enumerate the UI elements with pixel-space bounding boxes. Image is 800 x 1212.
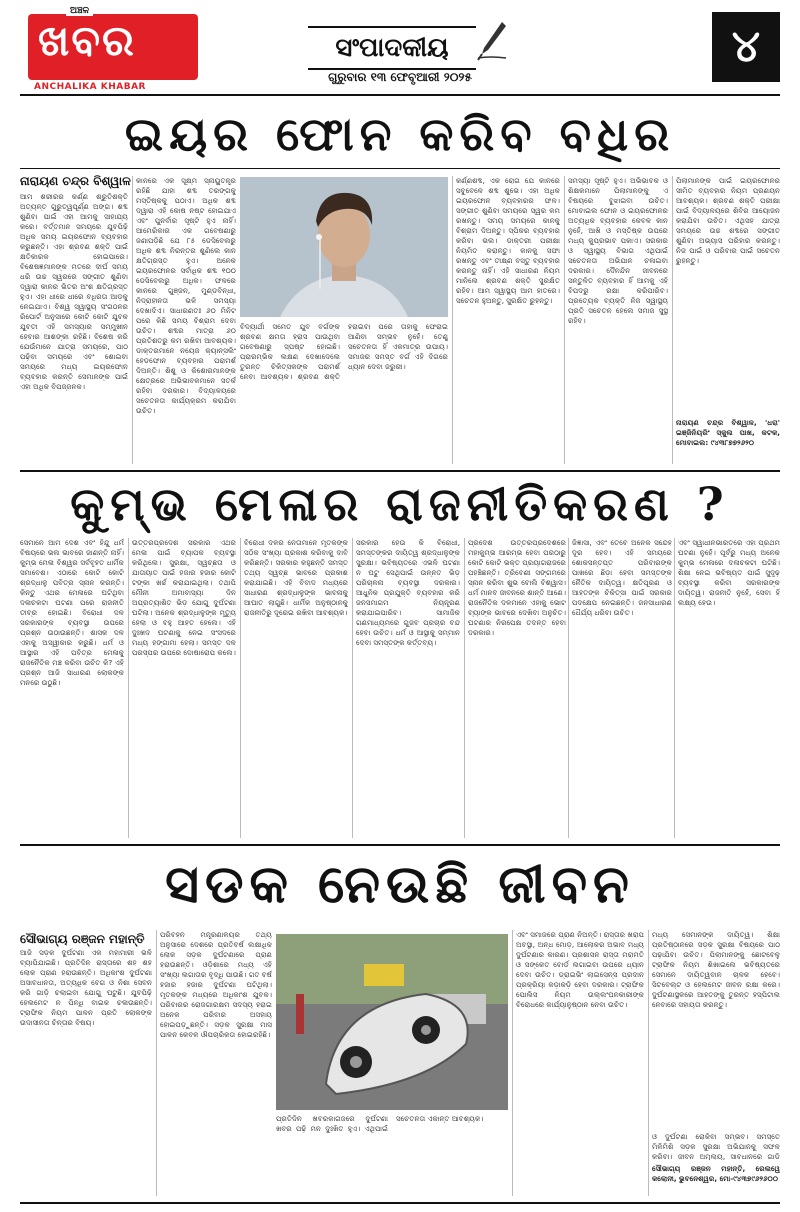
page-bottom-rule <box>20 1202 780 1204</box>
masthead <box>0 0 800 92</box>
overturned-car-photo <box>276 934 508 1110</box>
article-1-column-2: କାନରେ ଏକ ସୂକ୍ଷ୍ମ ସ୍ନାୟୁତନ୍ତ୍ର ରହିଛି ଯାହା ଶବ୍ଦ ତରଙ୍ଗକୁ ମସ୍ତିଷ୍କକୁ ପଠାଏ। ଅଧିକ ଶବ୍ଦ ଦ୍ୱାରା ଏହି କୋଷ ନଷ୍ଟ ହୋଇଯାଏ ଏବଂ ପୁନର୍ବାର ସୃଷ୍ଟି ହୁଏ ନାହିଁ। ଆମେରିକାର ଏକ ଗବେଷଣାରୁ ଜଣାପଡ଼ିଛି ଯେ ୮୫ ଡେସିବେଲରୁ ଅଧିକ ଶବ୍ଦ ନିରନ୍ତର ଶୁଣିଲେ କାନ କ୍ଷତିଗ୍ରସ୍ତ ହୁଏ। ଅନେକ ଇୟରଫୋନର ସର୍ବାଧିକ ଶବ୍ଦ ୧୦୦ ଡେସିବେଲରୁ ଅଧିକ। ଫଳରେ କାନରେ ଗୁଞ୍ଜନ, ମୁଣ୍ଡବିନ୍ଧା, ନିଦ୍ରାହୀନତା ଭଳି ସମସ୍ୟା ଦେଖାଦିଏ। ସାଧାରଣତଃ ୬୦ ମିନିଟ ପରେ କିଛି ସମୟ ବିଶ୍ରାମ ଦେବା ଉଚିତ। ଶବ୍ଦର ମାତ୍ରା ୬୦ ପ୍ରତିଶତରୁ କମ ରଖିବା ଆବଶ୍ୟକ। ଡାକ୍ତରମାନେ ନୟେଜ କ୍ୟାନ୍ସଲିଂ ହେଡଫୋନ ବ୍ୟବହାର ପରାମର୍ଶ ଦିଅନ୍ତି। ଶିଶୁ ଓ କିଶୋରମାନଙ୍କ କ୍ଷେତ୍ରରେ ଅଭିଭାବକମାନେ ସତର୍କ ରହିବା ଦରକାର। ବିଦ୍ୟାଳୟରେ ସଚେତନତା କାର୍ଯ୍ୟକ୍ରମ କରାଯିବା ଉଚିତ। <box>136 176 236 415</box>
column-divider <box>452 176 453 464</box>
article-1-column-6: ପିଲାମାନଙ୍କ ପାଇଁ ଇୟରଫୋନର ସୀମିତ ବ୍ୟବହାର ନିୟମ ପ୍ରଣୟନ ଆବଶ୍ୟକ। ଶ୍ରବଣ ଶକ୍ତି ପରୀକ୍ଷା ପାଇଁ ବିଦ୍ୟାଳୟରେ ଶିବିର ଆୟୋଜନ କରାଯିବା ଉଚିତ। ଏଥିସହ ଯାତ୍ରା ସମୟରେ ଉଚ୍ଚ ଶବ୍ଦରେ ସଙ୍ଗୀତ ଶୁଣିବା ଅଭ୍ୟାସ ପରିହାର କରନ୍ତୁ। ନିଜ ପାଇଁ ଓ ପରିବାର ପାଇଁ ସଚେତନ ରୁହନ୍ତୁ। <box>676 176 780 265</box>
logo-tagline: ଅଞ୍ଚଳ <box>66 6 93 16</box>
article-3-column-6: ଓ ଦୁର୍ଘଟଣା ରୋକିବା ସମ୍ଭବ। ସମସ୍ତେ ମିଳିମିଶି ସଡ଼କ ସୁରକ୍ଷା ଅଭିଯାନକୁ ସଫଳ କରିବା। ଜୀବନ ଅମୂଲ୍ୟ, ସାବଧାନରେ ଗାଡ଼ି <box>652 1132 780 1160</box>
photo-illustration <box>276 934 508 1110</box>
article-divider <box>20 844 780 846</box>
pen-nib-icon <box>476 20 508 62</box>
article-1-byline: ନାରାୟଣ ଚନ୍ଦ୍ର ବିଶ୍ୱାଳ <box>20 174 131 188</box>
article-1-headline: ଇୟର ଫୋନ କରିବ ବଧିର <box>124 107 676 161</box>
column-divider <box>672 176 673 464</box>
column-divider <box>240 538 241 838</box>
article-1-column-5: ସମସ୍ୟା ସୃଷ୍ଟି ହୁଏ। ଅଭିଭାବକ ଓ ଶିକ୍ଷକମାନେ ପିଲାମାନଙ୍କୁ ଏ ବିଷୟରେ ବୁଝାଇବା ଉଚିତ। ମୋବାଇଲ ଫୋନ ଓ ଇୟରଫୋନର ଅତ୍ୟଧିକ ବ୍ୟବହାର କେବଳ କାନ ନୁହେଁ, ଆଖି ଓ ମସ୍ତିଷ୍କ ଉପରେ ମଧ୍ୟ କୁପ୍ରଭାବ ପକାଏ। ସରକାର ଓ ସ୍ୱାସ୍ଥ୍ୟ ବିଭାଗ ଏଥିପାଇଁ ସଚେତନତା ଅଭିଯାନ ଚଳାଇବା ଦରକାର। ଦୈନନ୍ଦିନ ଜୀବନରେ ସନ୍ତୁଳିତ ବ୍ୟବହାର ହିଁ ଆମକୁ ଏହି ବିପଦରୁ ରକ୍ଷା କରିପାରିବ। ପ୍ରତ୍ୟେକ ବ୍ୟକ୍ତି ନିଜ ସ୍ୱାସ୍ଥ୍ୟ ପ୍ରତି ସଚେତନ ହେଲେ ସମାଜ ସୁସ୍ଥ ରହିବ। <box>568 176 668 325</box>
article-1-column-4: କର୍ଣ୍ଣଶବ୍ଦ, ଏକ ରୋଗ ଯେ କାନରେ ସବୁବେଳେ ଶବ୍ଦ ଶୁଭେ। ଏହା ଅଧିକ ଇୟରଫୋନ ବ୍ୟବହାରର ଫଳ। ସଙ୍ଗୀତ ଶୁଣିବା ସମୟରେ ସ୍ୱର କମ ରଖନ୍ତୁ। ସମୟ ସମୟରେ କାନକୁ ବିଶ୍ରାମ ଦିଅନ୍ତୁ। ସ୍ପିକର ବ୍ୟବହାର କରିବା ଭଲ। ଡାକ୍ତରୀ ପରୀକ୍ଷା ନିୟମିତ କରାନ୍ତୁ। କାନକୁ ସଫା ରଖନ୍ତୁ ଏବଂ ତୀକ୍ଷ୍ଣ ବସ୍ତୁ ବ୍ୟବହାର କରନ୍ତୁ ନାହିଁ। ଏହି ସାଧାରଣ ନିୟମ ମାନିଲେ ଶ୍ରବଣ ଶକ୍ତି ସୁରକ୍ଷିତ ରହିବ। ଆମ ସ୍ୱାସ୍ଥ୍ୟ ଆମ ହାତରେ। ସଚେତନ ହୁଅନ୍ତୁ, ସୁରକ୍ଷିତ ରୁହନ୍ତୁ। <box>456 176 560 305</box>
article-1-column-1: ଆମ ଶରୀରର କର୍ଣ୍ଣ ଶ୍ରୁତିଶକ୍ତି ଅତ୍ୟନ୍ତ ଗୁରୁତ୍ୱପୂର୍ଣ୍ଣ ଅଙ୍ଗ। ଶବ୍ଦ ଶୁଣିବା ପାଇଁ ଏହା ଆମକୁ ସାହାଯ୍ୟ କରେ। ବର୍ତ୍ତମାନ ସମୟରେ ଯୁବପିଢ଼ି ଅଧିକ ସମୟ ଇୟରଫୋନ ବ୍ୟବହାର କରୁଛନ୍ତି। ଏହା ଶ୍ରବଣ ଶକ୍ତି ପାଇଁ କ୍ଷତିକାରକ ହୋଇପାରେ। ବିଶେଷଜ୍ଞମାନଙ୍କ ମତରେ ଦୀର୍ଘ ସମୟ ଧରି ଉଚ୍ଚ ସ୍ୱରରେ ସଙ୍ଗୀତ ଶୁଣିବା ଦ୍ୱାରା କାନର ଭିତର ଅଂଶ କ୍ଷତିଗ୍ରସ୍ତ ହୁଏ। ଏହା ଧୀରେ ଧୀରେ ବଧିରତା ଆଡ଼କୁ ନେଇଯାଏ। ବିଶ୍ୱ ସ୍ୱାସ୍ଥ୍ୟ ସଂଗଠନର ରିପୋର୍ଟ ଅନୁସାରେ କୋଟି କୋଟି ଯୁବକ ଯୁବତୀ ଏହି ସମସ୍ୟାର ସମ୍ମୁଖୀନ ହେବାର ଆଶଙ୍କା ରହିଛି। ବିଶେଷ କରି ଯେଉଁମାନେ ଯାତ୍ରା ସମୟରେ, ପାଠ ପଢ଼ିବା ସମୟରେ ଏବଂ ଶୋଇବା ସମୟରେ ମଧ୍ୟ ଇୟରଫୋନ ବ୍ୟବହାର କରନ୍ତି ସେମାନଙ୍କ ପାଇଁ ଏହା ଅଧିକ ବିପଜ୍ଜନକ। <box>20 192 128 391</box>
section-title: ସଂପାଦକୀୟ <box>308 26 476 70</box>
article-3-author-address: ସୌଭାଗ୍ୟ ରଞ୍ଜନ ମହାନ୍ତି, ରେଲୱେ କଲୋନୀ, ଭୁବନେଶ୍ୱର, ମୋ-୯୪୩୭୯୬୨୬୦୦ <box>652 1164 780 1183</box>
photo-illustration <box>240 177 448 317</box>
column-divider <box>464 538 465 838</box>
article-3-column-1: ଆଜି ସଡ଼କ ଦୁର୍ଘଟଣା ଏକ ମହାମାରୀ ଭଳି ବ୍ୟାପିଯାଇଛି। ପ୍ରତିଦିନ ରାସ୍ତାରେ ଶହ ଶହ ଲୋକ ପ୍ରାଣ ହରାଉଛନ୍ତି। ଅଧିକାଂଶ ଦୁର୍ଘଟଣା ଅସାବଧାନତା, ଅତ୍ୟଧିକ ବେଗ ଓ ନିଶା ସେବନ କରି ଗାଡ଼ି ଚଲାଇବା ଯୋଗୁ ଘଟୁଛି। ଯୁବପିଢ଼ି ହେଲମେଟ ନ ପିନ୍ଧି ବାଇକ ଚଳାଉଛନ୍ତି। ଟ୍ରାଫିକ ନିୟମ ପାଳନ ପ୍ରତି ଲୋକଙ୍କ ଉଦାସୀନତା ଚିନ୍ତାର ବିଷୟ। <box>20 948 152 1027</box>
article-3-column-5: ମଧ୍ୟ ସେମାନଙ୍କ ଦାୟିତ୍ୱ। ଶିକ୍ଷା ପ୍ରତିଷ୍ଠାନରେ ସଡ଼କ ସୁରକ୍ଷା ବିଷୟରେ ପାଠ ପଢ଼ାଯିବା ଉଚିତ। ପିଲାମାନଙ୍କୁ ଛୋଟବେଳୁ ଟ୍ରାଫିକ ନିୟମ ଶିଖାଇଲେ ଭବିଷ୍ୟତରେ ସେମାନେ ଦାୟିତ୍ୱବାନ ଚାଳକ ହେବେ। ସିଟବେଲ୍ଟ ଓ ହେଲମେଟ ଜୀବନ ରକ୍ଷା କରେ। ଦୁର୍ଘଟଣାସ୍ଥଳରେ ଆହତଙ୍କୁ ତୁରନ୍ତ ହସ୍ପିଟାଲ ନେବାରେ ସହାୟତା କରନ୍ତୁ। <box>652 930 780 1009</box>
column-divider <box>132 176 133 464</box>
article-3-column-3: ପ୍ରତିଦିନ ଖବରକାଗଜରେ ଦୁର୍ଘଟଣା ଖବର ପଢ଼ି ମନ ଦୁଃଖିତ ହୁଏ। ଏଥିପାଇଁ ସଚେତନତା ଏକାନ୍ତ ଆବଶ୍ୟକ। <box>276 1114 484 1133</box>
masthead-divider <box>20 94 780 96</box>
column-divider <box>352 538 353 838</box>
logo-text: ଖବର <box>38 16 136 65</box>
page-number: ୪ <box>712 12 780 82</box>
article-divider <box>20 470 780 472</box>
article-1-column-3: ବିଦ୍ୟାର୍ଥୀ ସମେତ ଯୁବ ବର୍ଗଙ୍କ ଶ୍ରବଣ କ୍ଷମତା ହ୍ରାସ ପାଉଥିବା ଗବେଷଣାରୁ ସ୍ପଷ୍ଟ ହୋଇଛି। ପ୍ରାରମ୍ଭିକ ଲକ୍ଷଣ ଦେଖାଦେଲେ ତୁରନ୍ତ ଚିକିତ୍ସକଙ୍କ ପରାମର୍ଶ ନେବା ଆବଶ୍ୟକ। ଶ୍ରବଣ ଶକ୍ତି ହରାଇବା ପରେ ତାହାକୁ ଫେରାଇ ଆଣିବା ସମ୍ଭବ ନୁହେଁ। ତେଣୁ ସଚେତନତା ହିଁ ଏକମାତ୍ର ଉପାୟ। ସମାଜର ସମସ୍ତ ବର୍ଗ ଏହି ଦିଗରେ ଧ୍ୟାନ ଦେବା ଜରୁରୀ। <box>240 322 448 381</box>
article-3-column-4: ଏବଂ ସମାଜରେ ପ୍ରାଣ ନିଅନ୍ତି। ରାସ୍ତାର ଖରାପ ଅବସ୍ଥା, ଅନ୍ଧ ମୋଡ଼, ଆଲୋକର ଅଭାବ ମଧ୍ୟ ଦୁର୍ଘଟଣାର କାରଣ। ପ୍ରଶାସନ ରାସ୍ତା ମରାମତି ଓ ସଙ୍କେତ ବୋର୍ଡ ଲଗାଇବା ଉପରେ ଧ୍ୟାନ ଦେବା ଉଚିତ। ଡ୍ରାଇଭିଂ ଲାଇସେନ୍ସ ପ୍ରଦାନ ପ୍ରକ୍ରିୟା କଡ଼ାକଡ଼ି ହେବା ଦରକାର। ଟ୍ରାଫିକ ପୋଲିସ ନିୟମ ଉଲ୍ଲଂଘନକାରୀଙ୍କ ବିରୋଧରେ କାର୍ଯ୍ୟାନୁଷ୍ଠାନ ନେବା ଉଚିତ। <box>516 930 644 1009</box>
article-1-divider <box>20 168 780 169</box>
issue-date: ଗୁରୁବାର ୧୩ ଫେବୃଆରୀ ୨୦୨୫ <box>328 70 472 84</box>
logo-subtitle: ANCHALIKA KHABAR <box>34 82 146 92</box>
column-divider <box>128 538 129 838</box>
article-2-column-2: ଉତ୍ତରପ୍ରଦେଶ ସରକାର ଏଥର ମେଳା ପାଇଁ ବ୍ୟାପକ ବ୍ୟବସ୍ଥା କରିଥିଲେ। ସୁରକ୍ଷା, ସ୍ୱଚ୍ଛତା ଓ ଯାତାୟାତ ପାଇଁ ହଜାର ହଜାର କୋଟି ଟଙ୍କା ଖର୍ଚ୍ଚ କରାଯାଇଥିଲା। ତଥାପି ମୌନୀ ଅମାବାସ୍ୟା ଦିନ ଅପ୍ରତ୍ୟାଶିତ ଭିଡ଼ ଯୋଗୁ ଦୁର୍ଘଟଣା ଘଟିଲା। ଅନେକ ଶ୍ରଦ୍ଧାଳୁଙ୍କ ମୃତ୍ୟୁ ହେଲା ଓ ବହୁ ଆହତ ହେଲେ। ଏହି ଦୁଃଖଦ ଘଟଣାକୁ ନେଇ ସଂସଦରେ ମଧ୍ୟ ହଙ୍ଗାମା ହେଲା। ସମସ୍ତ ଦଳ ପରସ୍ପର ଉପରେ ଦୋଷାରୋପ କଲେ। <box>132 538 236 657</box>
article-2-column-7: ଏବଂ ସ୍ୱାଧୀନଭାରତରେ ଏହା ପ୍ରଥମ ଘଟଣା ନୁହେଁ। ପୂର୍ବରୁ ମଧ୍ୟ ଅନେକ କୁମ୍ଭ ମେଳାରେ ଦଳାଚକଟା ଘଟିଛି। ଶିକ୍ଷା ନେଇ ଭବିଷ୍ୟତ ପାଇଁ ସୁଦୃଢ଼ ବ୍ୟବସ୍ଥା କରିବା ସରକାରଙ୍କ ଦାୟିତ୍ୱ। ରାଜନୀତି ନୁହେଁ, ସେବା ହିଁ ଲକ୍ଷ୍ୟ ହେଉ। <box>678 538 780 607</box>
article-2-column-3: ବିରୋଧୀ ଦଳର ନେତାମାନେ ମୃତକଙ୍କ ସଠିକ ସଂଖ୍ୟା ପ୍ରକାଶ କରିବାକୁ ଦାବି କରିଛନ୍ତି। ସରକାର କହୁଛନ୍ତି ସମସ୍ତ ତଥ୍ୟ ସ୍ୱଚ୍ଛ ଭାବରେ ପ୍ରକାଶ କରାଯାଇଛି। ଏହି ବିବାଦ ମଧ୍ୟରେ ସାଧାରଣ ଶ୍ରଦ୍ଧାଳୁଙ୍କ ଭାବନାକୁ ଆଘାତ ଲାଗୁଛି। ଧାର୍ମିକ ଅନୁଷ୍ଠାନକୁ ରାଜନୀତିରୁ ଦୂରେଇ ରଖିବା ଆବଶ୍ୟକ। <box>244 538 348 617</box>
article-1-author-address: ନାରାୟଣ ଚନ୍ଦ୍ର ବିଶ୍ୱାଳ, 'ଧରା' ଇଞ୍ଜିନିୟରିଂ ସ୍କୁଲ ପାଖ, କଟକ, ମୋବାଇଲ: ୯୪୩୮୭୭୨୬୨୦ <box>676 418 780 447</box>
article-2-column-5: ପ୍ରଦେଶ ଉତ୍ତରପ୍ରଦେଶରେ ମହାକୁମ୍ଭ ଆରମ୍ଭ ହେବା ପରଠାରୁ କୋଟି କୋଟି ଭକ୍ତ ପ୍ରୟାଗରାଜରେ ପହଞ୍ଚିଛନ୍ତି। ତ୍ରିବେଣୀ ସଙ୍ଗମରେ ସ୍ନାନ କରିବା ଶୁଭ ବୋଲି ବିଶ୍ୱାସ। ଧର୍ମ ମାନବ ଜୀବନରେ ଶାନ୍ତି ଆଣେ। ରାଜନୈତିକ ଦଳମାନେ ଏହାକୁ ଭୋଟ ବ୍ୟାଙ୍କ ଭାବରେ ଦେଖିବା ଅନୁଚିତ। ଘଟଣାର ନିରପେକ୍ଷ ତଦନ୍ତ ହେବା ଦରକାର। <box>468 538 566 637</box>
earphone-man-photo <box>240 177 448 317</box>
article-2-column-6: ଜିଜ୍ଞାସା, ଏବଂ ତେବେ ଅନେକ ସନ୍ଦେହ ଦୂର ହେବ। ଏହି ସମୟରେ ଶୋକସନ୍ତପ୍ତ ପରିବାରଙ୍କ ପାଖରେ ଛିଡ଼ା ହେବା ସମସ୍ତଙ୍କ ନୈତିକ ଦାୟିତ୍ୱ। କ୍ଷତିପୂରଣ ଓ ଆହତଙ୍କ ଚିକିତ୍ସା ପାଇଁ ସରକାର ପଦକ୍ଷେପ ନେଇଛନ୍ତି। ଜନସାଧାରଣ ଧୈର୍ଯ୍ୟ ଧରିବା ଉଚିତ। <box>572 538 672 617</box>
article-2-column-1: ସେମାନେ ଆମ ଦେଶ ଏବଂ ହିନ୍ଦୁ ଧର୍ମ ବିଷୟରେ ଭଲ ଭାବରେ ଜାଣନ୍ତି ନାହିଁ। କୁମ୍ଭ ମେଳା ବିଶ୍ୱର ସର୍ବବୃହତ ଧାର୍ମିକ ସମାବେଶ। ଏଠାରେ କୋଟି କୋଟି ଶ୍ରଦ୍ଧାଳୁ ପବିତ୍ର ସ୍ନାନ କରନ୍ତି। କିନ୍ତୁ ଏଥର ମେଳାରେ ଘଟିଥିବା ଦଳାଚକଟା ଘଟଣା ପରେ ରାଜନୀତି ତୀବ୍ର ହୋଇଛି। ବିରୋଧୀ ଦଳ ସରକାରଙ୍କ ବ୍ୟବସ୍ଥା ଉପରେ ପ୍ରଶ୍ନ ଉଠାଉଛନ୍ତି। ଶାସକ ଦଳ ଏହାକୁ ଅସ୍ୱୀକାର କରୁଛି। ଧର୍ମ ଓ ଆସ୍ଥାର ଏହି ପବିତ୍ର ମେଳାକୁ ରାଜନୈତିକ ମଞ୍ଚ କରିବା ଉଚିତ କି? ଏହି ପ୍ରଶ୍ନ ଆଜି ସାଧାରଣ ଲୋକଙ୍କ ମନରେ ଉଠୁଛି। <box>20 538 124 687</box>
article-3-byline: ସୌଭାଗ୍ୟ ରଞ୍ଜନ ମହାନ୍ତି <box>20 932 145 946</box>
article-2-column-4: ସରକାର ହେଉ କି ବିରୋଧୀ, ସମସ୍ତଙ୍କର ଦାୟିତ୍ୱ ଶ୍ରଦ୍ଧାଳୁଙ୍କ ସୁରକ୍ଷା। ଭବିଷ୍ୟତରେ ଏଭଳି ଘଟଣା ନ ଘଟୁ ସେଥିପାଇଁ ଉନ୍ନତ ଭିଡ଼ ପରିଚାଳନା ବ୍ୟବସ୍ଥା ଦରକାର। ଆଧୁନିକ ପ୍ରଯୁକ୍ତି ବ୍ୟବହାର କରି ଜନସମାଗମ ନିୟନ୍ତ୍ରଣ କରାଯାଇପାରିବ। ସାମାଜିକ ଗଣମାଧ୍ୟମରେ ଗୁଜବ ପ୍ରଚାର ବନ୍ଦ ହେବା ଉଚିତ। ଧର୍ମ ଓ ଆସ୍ଥାକୁ ସମ୍ମାନ ଦେବା ସମସ୍ତଙ୍କ କର୍ତ୍ତବ୍ୟ। <box>356 538 460 647</box>
article-2-headline: କୁମ୍ଭ ମେଳାର ରାଜନୀତିକରଣ ? <box>70 477 730 531</box>
column-divider <box>648 930 649 1196</box>
column-divider <box>564 176 565 464</box>
column-divider <box>568 538 569 838</box>
article-3-column-2: ପରିବହନ ମନ୍ତ୍ରଣାଳୟର ତଥ୍ୟ ଅନୁସାରେ ଦେଶରେ ପ୍ରତିବର୍ଷ ଲକ୍ଷାଧିକ ଲୋକ ସଡ଼କ ଦୁର୍ଘଟଣାରେ ପ୍ରାଣ ହରାଉଛନ୍ତି। ଓଡ଼ିଶାରେ ମଧ୍ୟ ଏହି ସଂଖ୍ୟା ଲଗାତାର ବୃଦ୍ଧି ପାଉଛି। ଗତ ବର୍ଷ ହଜାର ହଜାର ଦୁର୍ଘଟଣା ଘଟିଥିଲା। ମୃତକଙ୍କ ମଧ୍ୟରେ ଅଧିକାଂଶ ଯୁବକ। ପରିବାରର ରୋଜଗାରକ୍ଷମ ସଦସ୍ୟ ହରାଇ ଅନେକ ପରିବାର ଅସହାୟ ହୋଇପଡ଼ୁଛନ୍ତି। ସଡ଼କ ସୁରକ୍ଷା ମାସ ପାଳନ କେବଳ ଔପଚାରିକତା ହୋଇରହିଛି। <box>160 930 272 1039</box>
column-divider <box>156 930 157 1196</box>
column-divider <box>512 930 513 1196</box>
column-divider <box>674 538 675 838</box>
article-3-headline: ସଡକ ନେଉଛି ଜୀବନ <box>165 854 635 915</box>
